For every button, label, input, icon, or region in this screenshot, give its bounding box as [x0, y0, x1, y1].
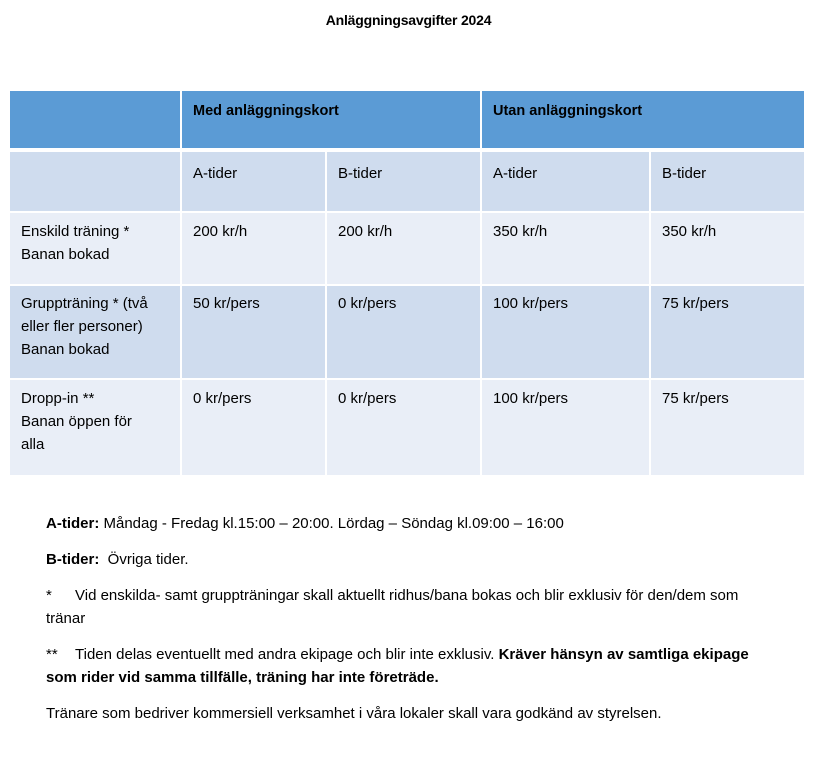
row-label-line: Dropp-in ** [21, 390, 95, 407]
price-cell: 350 kr/h [480, 213, 649, 284]
row-label-line: Banan bokad [21, 246, 110, 263]
note-text: Vid enskilda- samt gruppträningar skall aktuellt ridhus/bana bokas och blir exklusiv för den/dem som tränar [46, 587, 739, 627]
group-header-row [10, 91, 804, 148]
table-row [10, 286, 804, 378]
notes-section [46, 512, 776, 738]
price-cell: 75 kr/pers [649, 286, 804, 378]
note-b-tider [46, 548, 776, 571]
subheader-med-b: B-tider [325, 152, 480, 211]
row-label [10, 286, 180, 378]
row-label-line: Banan öppen för [21, 413, 132, 430]
row-label-line: Banan bokad [21, 341, 110, 358]
footnote-mark: * [46, 587, 52, 604]
price-cell: 100 kr/pers [480, 380, 649, 475]
table-row [10, 380, 804, 475]
price-cell: 100 kr/pers [480, 286, 649, 378]
price-cell: 0 kr/pers [325, 286, 480, 378]
note-label: A-tider: [46, 515, 100, 532]
subheader-utan-a: A-tider [480, 152, 649, 211]
price-cell: 75 kr/pers [649, 380, 804, 475]
note-text: Övriga tider. [99, 551, 189, 568]
header-med-kort: Med anläggningskort [180, 91, 480, 148]
subheader-empty [10, 152, 180, 211]
price-cell: 200 kr/h [180, 213, 325, 284]
note-single-star [46, 584, 776, 630]
note-a-tider [46, 512, 776, 535]
subheader-utan-b: B-tider [649, 152, 804, 211]
note-double-star [46, 643, 776, 689]
fee-table [10, 91, 804, 475]
footnote-mark: ** [46, 646, 58, 663]
note-trainer: Tränare som bedriver kommersiell verksamhet i våra lokaler skall vara godkänd av styrelsen. [46, 705, 662, 722]
price-cell: 200 kr/h [325, 213, 480, 284]
row-label-line: eller fler personer) [21, 318, 143, 335]
row-label-line: alla [21, 436, 45, 453]
note-bold-text: Kräver hänsyn av samtliga ekipage som rider vid samma tillfälle, träning har inte företräde. [46, 646, 749, 686]
price-cell: 50 kr/pers [180, 286, 325, 378]
sub-header-row [10, 152, 804, 211]
note-text: Måndag - Fredag kl.15:00 – 20:00. Lördag – Söndag kl.09:00 – 16:00 [99, 515, 564, 532]
row-label [10, 213, 180, 284]
table-row [10, 213, 804, 284]
row-label-line: Gruppträning * (två [21, 295, 148, 312]
price-cell: 0 kr/pers [325, 380, 480, 475]
header-utan-kort: Utan anläggningskort [480, 91, 804, 148]
price-cell: 350 kr/h [649, 213, 804, 284]
note-label: B-tider: [46, 551, 100, 568]
price-cell: 0 kr/pers [180, 380, 325, 475]
page-title: Anläggningsavgifter 2024 [325, 12, 492, 28]
note-text: Tiden delas eventuellt med andra ekipage och blir inte exklusiv. [75, 646, 499, 663]
header-empty [10, 91, 180, 148]
subheader-med-a: A-tider [180, 152, 325, 211]
row-label [10, 380, 180, 475]
row-label-line: Enskild träning * [21, 223, 130, 240]
